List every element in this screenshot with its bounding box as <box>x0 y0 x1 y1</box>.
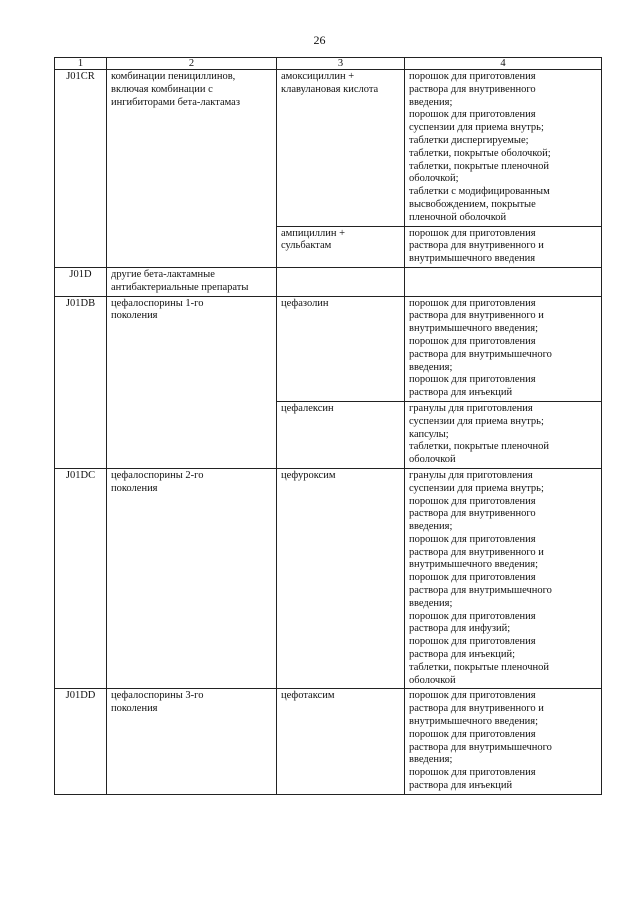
column-header-2: 2 <box>107 58 277 70</box>
group-name-cell <box>107 70 277 268</box>
dosage-form-line: порошок для приготовления <box>409 767 536 779</box>
dosage-forms-cell <box>405 70 602 227</box>
dosage-form-line: раствора для внутривенного и <box>409 240 544 252</box>
dosage-form-line: суспензии для приема внутрь; <box>409 122 544 134</box>
dosage-form-line: раствора для внутривенного <box>409 508 536 520</box>
dosage-form-line: раствора для внутримышечного <box>409 741 552 753</box>
table-body <box>55 70 602 795</box>
atc-code-cell: J01CR <box>55 70 107 268</box>
dosage-form-line: раствора для инъекций <box>409 780 513 792</box>
group-name-line: поколения <box>111 310 158 322</box>
dosage-form-line: таблетки, покрытые пленочной <box>409 441 550 453</box>
group-name-cell <box>107 296 277 468</box>
dosage-form-line: пленочной оболочкой <box>409 211 507 223</box>
table-row <box>55 468 602 689</box>
group-name-line: комбинации пенициллинов, <box>111 71 236 82</box>
drug-name-line: цефазолин <box>281 297 329 309</box>
dosage-form-line: гранулы для приготовления <box>409 469 533 481</box>
column-header-3: 3 <box>277 58 405 70</box>
group-name-line: поколения <box>111 482 158 494</box>
dosage-forms-cell <box>405 267 602 296</box>
group-name-line: антибактериальные препараты <box>111 281 249 293</box>
dosage-form-line: порошок для приготовления <box>409 610 536 622</box>
dosage-form-line: порошок для приготовления <box>409 109 536 121</box>
dosage-form-line: порошок для приготовления <box>409 572 536 584</box>
drug-name-line: амоксициллин + <box>281 71 355 82</box>
dosage-form-line: порошок для приготовления <box>409 227 536 239</box>
drug-name-cell <box>277 226 405 267</box>
group-name-cell <box>107 267 277 296</box>
table-row <box>55 689 602 794</box>
drug-name-cell <box>277 70 405 227</box>
dosage-form-line: порошок для приготовления <box>409 728 536 740</box>
atc-code-cell: J01D <box>55 267 107 296</box>
drug-name-line: цефалексин <box>281 402 334 414</box>
dosage-form-line: раствора для внутривенного и <box>409 546 544 558</box>
group-name-cell <box>107 468 277 689</box>
dosage-form-line: порошок для приготовления <box>409 335 536 347</box>
dosage-form-line: гранулы для приготовления <box>409 402 533 414</box>
dosage-form-line: таблетки с модифицированным <box>409 186 550 198</box>
header-row <box>55 58 602 70</box>
dosage-form-line: порошок для приготовления <box>409 297 536 309</box>
drug-name-cell <box>277 689 405 794</box>
dosage-form-line: порошок для приготовления <box>409 495 536 507</box>
group-name-line: поколения <box>111 703 158 715</box>
atc-code-cell: J01DB <box>55 296 107 468</box>
dosage-form-line: капсулы; <box>409 428 449 440</box>
dosage-form-line: таблетки, покрытые пленочной <box>409 160 550 172</box>
table-row <box>55 296 602 401</box>
group-name-line: цефалоспорины 2-го <box>111 469 204 481</box>
group-name-line: ингибиторами бета-лактамаз <box>111 96 240 108</box>
dosage-form-line: введения; <box>409 597 453 609</box>
dosage-forms-cell <box>405 226 602 267</box>
drug-name-line: сульбактам <box>281 240 332 252</box>
dosage-forms-cell <box>405 689 602 794</box>
drug-name-line: клавулановая кислота <box>281 83 379 95</box>
dosage-form-line: суспензии для приема внутрь; <box>409 482 544 494</box>
dosage-form-line: таблетки, покрытые оболочкой; <box>409 147 551 159</box>
drug-name-cell <box>277 401 405 468</box>
drug-name-line: ампициллин + <box>281 227 346 239</box>
medication-table <box>54 57 602 795</box>
group-name-line: цефалоспорины 1-го <box>111 297 204 309</box>
table-row <box>55 70 602 227</box>
page-number: 26 <box>313 33 326 47</box>
group-name-line: цефалоспорины 3-го <box>111 690 204 702</box>
group-name-line: другие бета-лактамные <box>111 268 215 280</box>
dosage-form-line: раствора для внутримышечного <box>409 348 552 360</box>
dosage-form-line: раствора для внутривенного и <box>409 703 544 715</box>
drug-name-cell <box>277 267 405 296</box>
dosage-form-line: раствора для внутримышечного <box>409 585 552 597</box>
column-header-1: 1 <box>55 58 107 70</box>
dosage-form-line: порошок для приготовления <box>409 374 536 386</box>
dosage-form-line: внутримышечного введения <box>409 253 536 265</box>
dosage-form-line: внутримышечного введения; <box>409 716 539 728</box>
dosage-form-line: внутримышечного введения; <box>409 559 539 571</box>
group-name-line: включая комбинации с <box>111 83 213 95</box>
drug-name-line: цефуроксим <box>281 469 336 481</box>
dosage-form-line: оболочкой <box>409 674 456 686</box>
dosage-form-line: таблетки, покрытые пленочной <box>409 661 550 673</box>
dosage-forms-cell <box>405 401 602 468</box>
dosage-form-line: оболочкой <box>409 454 456 466</box>
dosage-form-line: оболочкой; <box>409 173 459 185</box>
dosage-form-line: внутримышечного введения; <box>409 323 539 335</box>
dosage-form-line: введения; <box>409 521 453 533</box>
dosage-form-line: суспензии для приема внутрь; <box>409 415 544 427</box>
dosage-form-line: введения; <box>409 361 453 373</box>
drug-name-line: цефотаксим <box>281 690 335 702</box>
dosage-form-line: порошок для приготовления <box>409 690 536 702</box>
dosage-form-line: введения; <box>409 754 453 766</box>
column-header-4: 4 <box>405 58 602 70</box>
table-row <box>55 267 602 296</box>
dosage-form-line: раствора для внутривенного и <box>409 310 544 322</box>
group-name-cell <box>107 689 277 794</box>
atc-code-cell: J01DC <box>55 468 107 689</box>
dosage-forms-cell <box>405 468 602 689</box>
drug-name-cell <box>277 468 405 689</box>
dosage-form-line: порошок для приготовления <box>409 71 536 82</box>
dosage-form-line: высвобождением, покрытые <box>409 198 536 210</box>
dosage-form-line: раствора для инфузий; <box>409 623 511 635</box>
dosage-form-line: раствора для внутривенного <box>409 83 536 95</box>
dosage-form-line: раствора для инъекций; <box>409 649 516 661</box>
dosage-form-line: порошок для приготовления <box>409 636 536 648</box>
dosage-form-line: введения; <box>409 96 453 108</box>
dosage-form-line: порошок для приготовления <box>409 533 536 545</box>
drug-name-cell <box>277 296 405 401</box>
atc-code-cell: J01DD <box>55 689 107 794</box>
dosage-form-line: таблетки диспергируемые; <box>409 134 529 146</box>
dosage-form-line: раствора для инъекций <box>409 387 513 399</box>
dosage-forms-cell <box>405 296 602 401</box>
